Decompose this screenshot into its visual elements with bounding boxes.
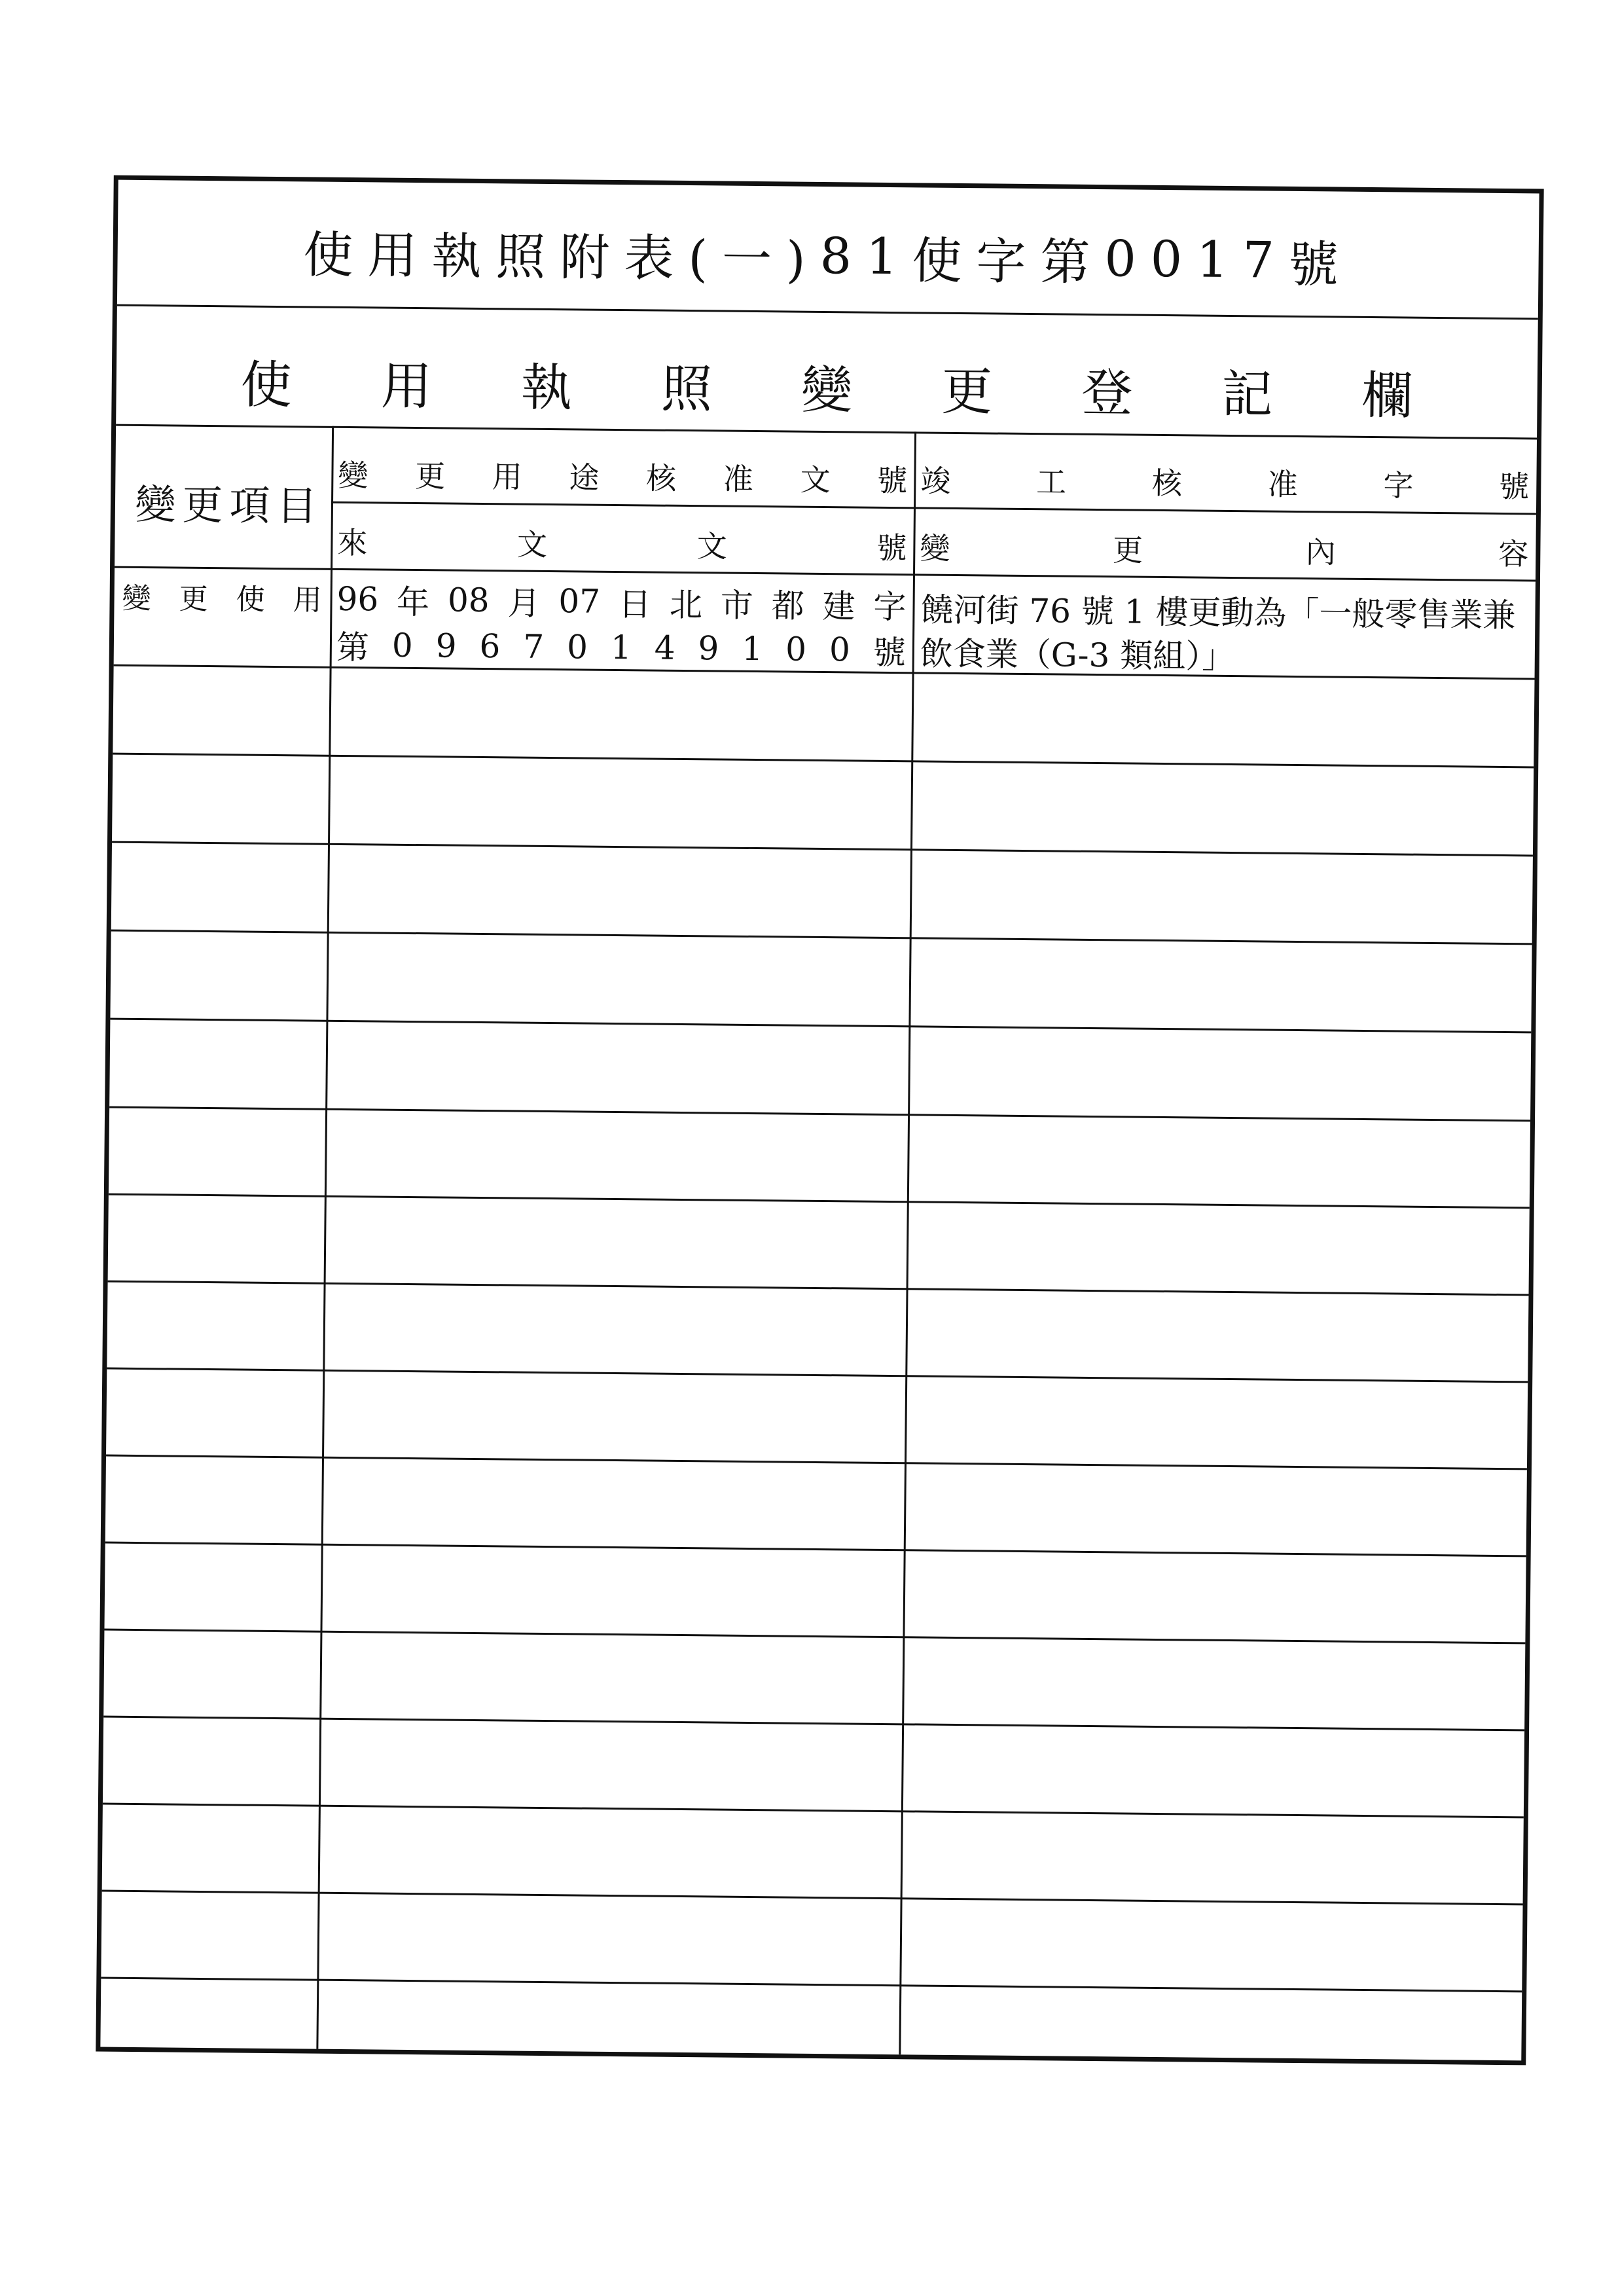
- row-divider: [110, 1018, 1531, 1034]
- row-divider: [106, 1455, 1527, 1470]
- header-incoming-doc-no: 來 文 文 號: [337, 524, 907, 566]
- row-divider: [107, 1368, 1528, 1383]
- row-approval-doc-line2: 第 0 9 6 7 0 1 4 9 1 0 0 號: [336, 626, 907, 672]
- row-divider: [113, 753, 1534, 769]
- row-change-content-line1: 饒河街 76 號 1 樓更動為「一般零售業兼: [920, 591, 1516, 635]
- header-completion-approval-no: 竣 工 核 准 字 號: [920, 463, 1530, 505]
- header-approval-doc-no: 變 更 用 途 核 准 文 號: [338, 457, 908, 499]
- row-divider: [109, 1106, 1530, 1122]
- row-change-content-line2: 飲食業（G-3 類組）」: [920, 634, 1235, 676]
- row-divider: [103, 1803, 1524, 1819]
- section-title: 使 用 執 照 變 更 登 記 欄: [240, 355, 1413, 426]
- row-divider: [111, 930, 1532, 945]
- row-divider: [102, 1890, 1523, 1906]
- header-item-label: 變更項目: [135, 480, 324, 530]
- header-change-content: 變 更 內 容: [920, 530, 1529, 572]
- document-frame: [96, 175, 1543, 2066]
- row-divider: [104, 1629, 1525, 1645]
- row-divider: [103, 1716, 1524, 1732]
- row-change-item: 變 更 使 用: [122, 581, 322, 617]
- row-divider: [109, 1194, 1530, 1209]
- row-divider: [101, 1977, 1522, 1993]
- document-title: 使 用 執 照 附 表 (一) 81 使字第 0017 號: [302, 225, 1354, 294]
- row-divider: [108, 1281, 1529, 1296]
- row-divider: [112, 841, 1533, 857]
- title-divider: [117, 304, 1538, 320]
- row-approval-doc-line1: 96 年 08 月 07 日 北 市 都 建 字: [336, 579, 907, 627]
- row-divider: [105, 1542, 1526, 1558]
